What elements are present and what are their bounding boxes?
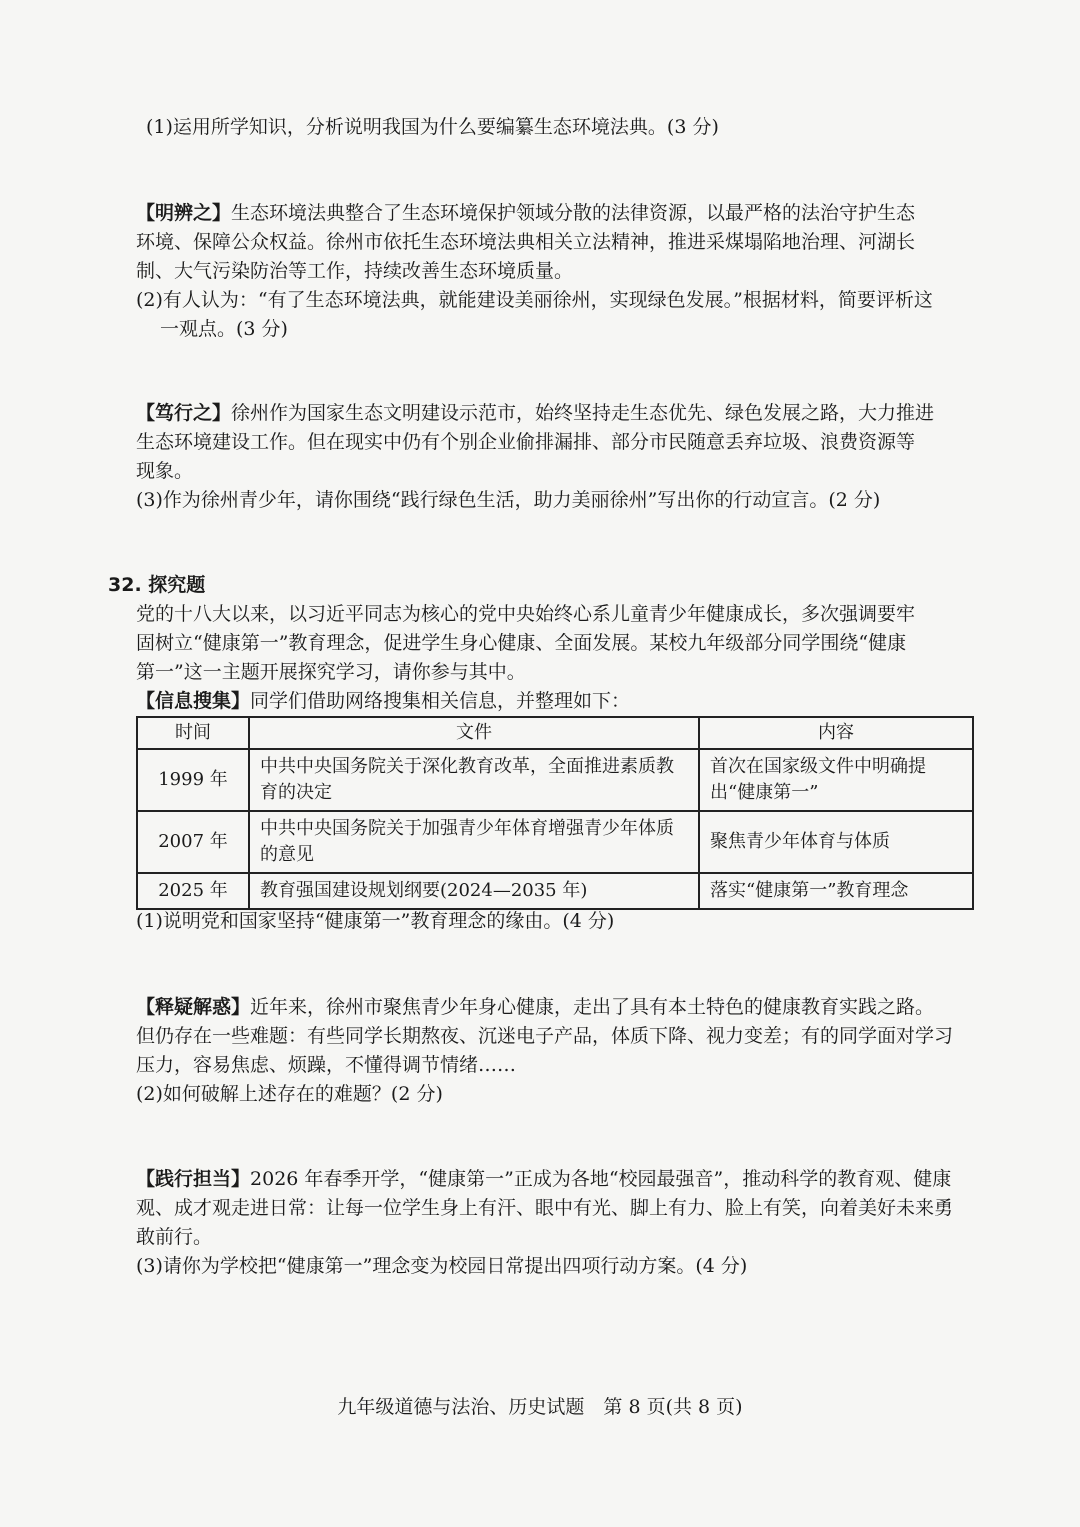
question-1: (1)运用所学知识，分析说明我国为什么要编纂生态环境法典。(3 分) xyxy=(146,116,719,138)
cell-content: 聚焦青少年体育与体质 xyxy=(699,811,973,873)
question-3: (3)作为徐州青少年，请你围绕“践行绿色生活，助力美丽徐州”写出你的行动宣言。(2 分) xyxy=(136,489,881,511)
cell-content: 首次在国家级文件中明确提出“健康第一” xyxy=(699,749,973,811)
question-2-line-1: (2)有人认为：“有了生态环境法典，就能建设美丽徐州，实现绿色发展。”根据材料，简要评析这 xyxy=(136,289,933,311)
cell-document: 教育强国建设规划纲要(2024—2035 年) xyxy=(249,873,699,909)
duxing-tag: 【笃行之】 xyxy=(136,402,232,424)
shiyi-line-1: 【释疑解惑】近年来，徐州市聚焦青少年身心健康，走出了具有本土特色的健康教育实践之路。 xyxy=(136,996,935,1018)
info-line: 【信息搜集】同学们借助网络搜集相关信息，并整理如下： xyxy=(136,690,631,712)
mingbian-line-1: 【明辨之】生态环境法典整合了生态环境保护领域分散的法律资源，以最严格的法治守护生态 xyxy=(136,202,916,224)
shiyi-line-2: 但仍存在一些难题：有些同学长期熬夜、沉迷电子产品，体质下降、视力变差；有的同学面对学习 xyxy=(136,1025,954,1047)
question-2-line-2: 一观点。(3 分) xyxy=(160,318,288,340)
intro-line-1: 党的十八大以来，以习近平同志为核心的党中央始终心系儿童青少年健康成长，多次强调要牢 xyxy=(136,603,916,625)
cell-document: 中共中央国务院关于深化教育改革，全面推进素质教育的决定 xyxy=(249,749,699,811)
intro-line-3: 第一”这一主题开展探究学习，请你参与其中。 xyxy=(136,661,526,683)
sub-question-2: (2)如何破解上述存在的难题？(2 分) xyxy=(136,1083,443,1105)
table-header-row xyxy=(137,717,973,749)
cell-year: 2025 年 xyxy=(137,873,249,909)
jianxing-tag: 【践行担当】 xyxy=(136,1168,251,1190)
info-tag: 【信息搜集】 xyxy=(136,690,251,712)
sub-question-3: (3)请你为学校把“健康第一”理念变为校园日常提出四项行动方案。(4 分) xyxy=(136,1255,748,1277)
cell-content: 落实“健康第一”教育理念 xyxy=(699,873,973,909)
question-32-title: 32. 探究题 xyxy=(108,574,206,596)
jianxing-line-3: 敢前行。 xyxy=(136,1226,213,1248)
header-time: 时间 xyxy=(137,717,249,749)
jianxing-line-2: 观、成才观走进日常：让每一位学生身上有汗、眼中有光、脚上有力、脸上有笑，向着美好未来勇 xyxy=(136,1197,954,1219)
shiyi-line-3: 压力，容易焦虑、烦躁，不懂得调节情绪…… xyxy=(136,1054,517,1076)
mingbian-line-3: 制、大气污染防治等工作，持续改善生态环境质量。 xyxy=(136,260,574,282)
duxing-line-3: 现象。 xyxy=(136,460,194,482)
sub-question-1: (1)说明党和国家坚持“健康第一”教育理念的缘由。(4 分) xyxy=(136,910,615,932)
page-footer: 九年级道德与法治、历史试题 第 8 页(共 8 页) xyxy=(337,1396,743,1418)
info-table xyxy=(136,716,974,910)
mingbian-tag: 【明辨之】 xyxy=(136,202,232,224)
table-row xyxy=(137,811,973,873)
shiyi-tag: 【释疑解惑】 xyxy=(136,996,251,1018)
jianxing-line-1: 【践行担当】2026 年春季开学，“健康第一”正成为各地“校园最强音”，推动科学的教育观、健康 xyxy=(136,1168,952,1190)
cell-year: 1999 年 xyxy=(137,749,249,811)
cell-document: 中共中央国务院关于加强青少年体育增强青少年体质的意见 xyxy=(249,811,699,873)
cell-year: 2007 年 xyxy=(137,811,249,873)
header-document: 文件 xyxy=(249,717,699,749)
table-row xyxy=(137,749,973,811)
mingbian-line-2: 环境、保障公众权益。徐州市依托生态环境法典相关立法精神，推进采煤塌陷地治理、河湖长 xyxy=(136,231,916,253)
intro-line-2: 固树立“健康第一”教育理念，促进学生身心健康、全面发展。某校九年级部分同学围绕“健康 xyxy=(136,632,907,654)
duxing-line-2: 生态环境建设工作。但在现实中仍有个别企业偷排漏排、部分市民随意丢弃垃圾、浪费资源等 xyxy=(136,431,916,453)
header-content: 内容 xyxy=(699,717,973,749)
table-row xyxy=(137,873,973,909)
duxing-line-1: 【笃行之】徐州作为国家生态文明建设示范市，始终坚持走生态优先、绿色发展之路，大力推进 xyxy=(136,402,935,424)
